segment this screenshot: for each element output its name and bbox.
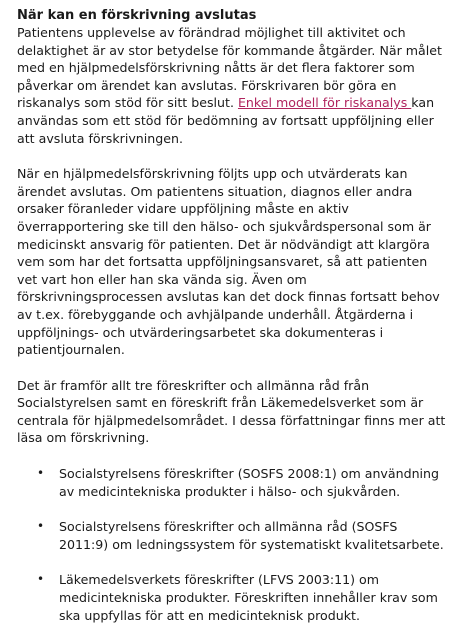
paragraph-follow-up: När en hjälpmedelsförskrivning följts upp och utvärderats kan ärendet avslutas. Om patientens situation, diagnos eller andra orsaker föranleder vidare uppföljning måste en aktiv överrapportering ske till den hälso- och sjukvårdspersonal som är medicinskt ansvarig för patienten. Det är nödvändigt att klargöra vem som har det fortsatta uppföljningsansvaret, så att patienten vet vart hon eller han ska vända sig. Även om förskrivningsprocessen avslutas kan det dock finnas fortsatt behov av t.ex. förebyggande och avhjälpande underhåll. Åtgärderna i uppföljnings- och utvärderingsarbetet ska dokumenteras i patientjournalen. bbox=[17, 166, 440, 358]
list-item bbox=[37, 465, 449, 500]
list-item-text: Socialstyrelsens föreskrifter och allmänna råd (SOSFS 2011:9) om ledningssystem för systematiskt kvalitetsarbete. bbox=[59, 519, 444, 552]
bullet-icon: • bbox=[37, 572, 45, 587]
risk-analysis-model-link[interactable]: Enkel modell för riskanalys bbox=[237, 95, 412, 111]
bullet-icon: • bbox=[37, 519, 45, 534]
list-item-text: Läkemedelsverkets föreskrifter (LFVS 2003:11) om medicintekniska produkter. Föreskriften innehåller krav som ska uppfyllas för att en medicinteknisk produkt. bbox=[59, 572, 438, 623]
list-item bbox=[37, 518, 449, 553]
paragraph-text-after-link: kan användas som ett stöd för bedömning av fortsatt uppföljning eller att avsluta förskrivningen. bbox=[17, 95, 435, 146]
paragraph-risk-analysis bbox=[17, 24, 449, 147]
regulations-list bbox=[17, 465, 449, 624]
bullet-icon: • bbox=[37, 466, 45, 481]
list-item bbox=[37, 571, 449, 624]
section-heading: När kan en förskrivning avslutas bbox=[17, 8, 257, 23]
paragraph-regulations-intro: Det är framför allt tre föreskrifter och allmänna råd från Socialstyrelsen samt en föreskrift från Läkemedelsverket som är centrala för hjälpmedelsområdet. I dessa författningar finns mer att läsa om förskrivning. bbox=[17, 377, 446, 446]
list-item-text: Socialstyrelsens föreskrifter (SOSFS 2008:1) om användning av medicintekniska produkter i hälso- och sjukvården. bbox=[59, 466, 440, 499]
paragraph-text-before-link: Patientens upplevelse av förändrad möjlighet till aktivitet och delaktighet är av stor betydelse för kommande åtgärder. När målet med en hjälpmedelsförskrivning nåtts är det flera faktorer som påverkar om ärendet kan avslutas. Förskrivaren bör göra en riskanalys som stöd för sitt beslut. bbox=[17, 25, 442, 111]
